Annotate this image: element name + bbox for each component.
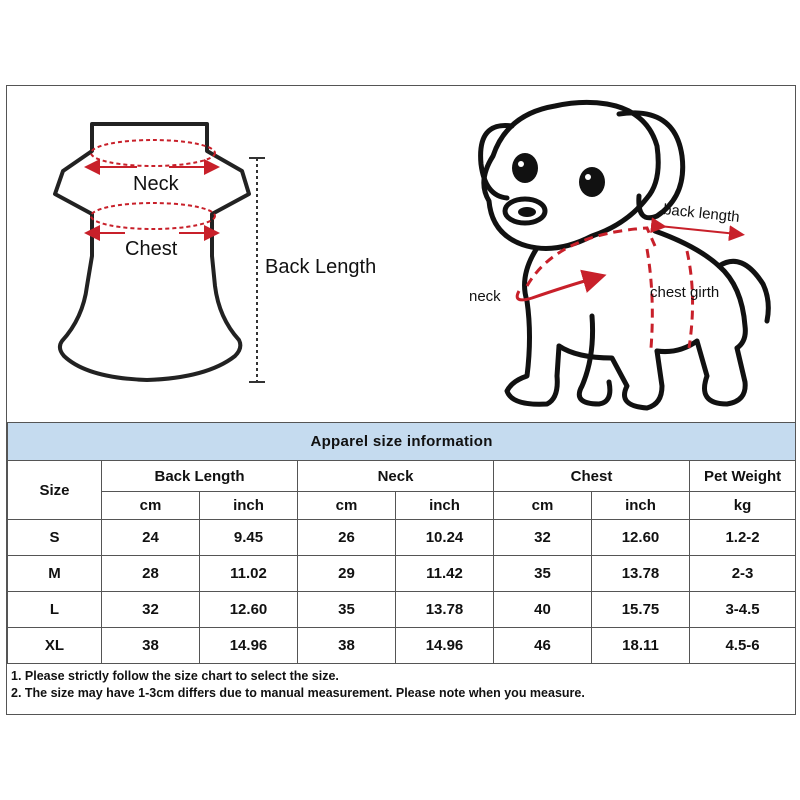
dog-drawing [481,102,769,408]
shirt-neck-label: Neck [133,173,179,195]
neck-header: Neck [298,461,494,492]
unit-header: inch [592,492,690,520]
table-row [8,628,796,664]
table-cell: 11.42 [396,556,494,592]
size-chart-frame [6,85,796,715]
table-cell: 40 [494,592,592,628]
table-cell: 18.11 [592,628,690,664]
unit-header: inch [396,492,494,520]
table-cell: 46 [494,628,592,664]
table-cell: 32 [494,520,592,556]
size-cell: L [8,592,102,628]
table-row [8,556,796,592]
dog-neck-label: neck [469,288,501,305]
table-cell: 24 [102,520,200,556]
table-cell: 13.78 [592,556,690,592]
measurement-illustration [7,86,795,421]
table-cell: 35 [298,592,396,628]
table-cell: 12.60 [200,592,298,628]
table-cell: 12.60 [592,520,690,556]
unit-header: cm [494,492,592,520]
dog-back-length-label: back length [662,201,741,226]
table-cell: 28 [102,556,200,592]
back-length-header: Back Length [102,461,298,492]
table-cell: 9.45 [200,520,298,556]
table-cell: 10.24 [396,520,494,556]
table-cell: 32 [102,592,200,628]
table-cell: 15.75 [592,592,690,628]
shirt-back-length-label: Back Length [265,256,377,278]
note-line: 2. The size may have 1-3cm differs due to manual measurement. Please note when you measure. [11,686,585,700]
size-column-header: Size [8,461,102,520]
table-cell: 35 [494,556,592,592]
unit-header: kg [690,492,796,520]
pet-weight-header: Pet Weight [690,461,796,492]
table-cell: 14.96 [396,628,494,664]
table-cell: 14.96 [200,628,298,664]
size-cell: S [8,520,102,556]
table-cell: 4.5-6 [690,628,796,664]
table-cell: 29 [298,556,396,592]
table-cell: 1.2-2 [690,520,796,556]
table-row [8,520,796,556]
table-cell: 38 [102,628,200,664]
size-cell: M [8,556,102,592]
notes [7,664,795,714]
table-cell: 2-3 [690,556,796,592]
shirt-chest-label: Chest [125,238,178,260]
chest-header: Chest [494,461,690,492]
size-table [7,422,796,664]
table-title: Apparel size information [8,423,796,461]
table-cell: 38 [298,628,396,664]
table-row [8,592,796,628]
table-cell: 3-4.5 [690,592,796,628]
table-cell: 13.78 [396,592,494,628]
unit-header: cm [298,492,396,520]
unit-header: cm [102,492,200,520]
note-line: 1. Please strictly follow the size chart to select the size. [11,669,339,683]
size-cell: XL [8,628,102,664]
table-cell: 11.02 [200,556,298,592]
table-cell: 26 [298,520,396,556]
unit-header: inch [200,492,298,520]
dog-chest-girth-label: chest girth [650,284,720,301]
